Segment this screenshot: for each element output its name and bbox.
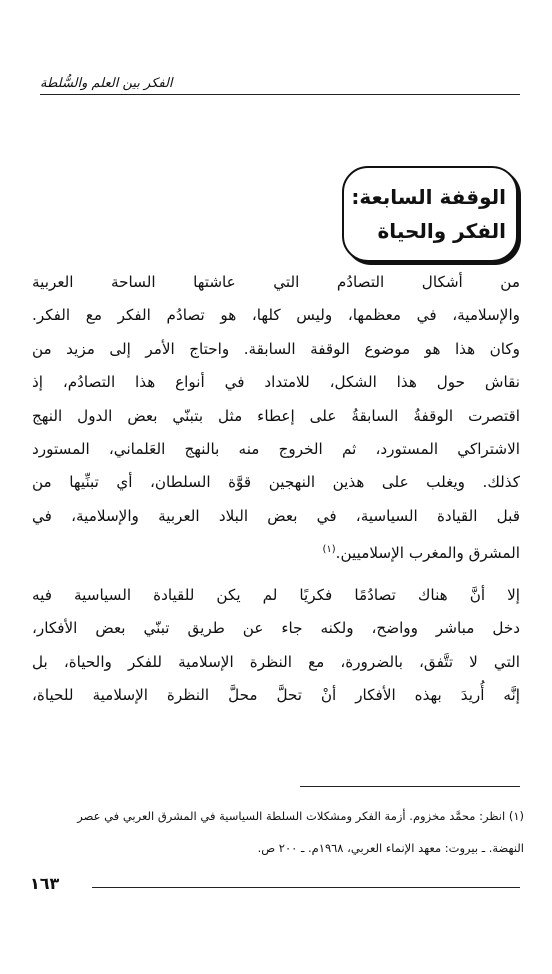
running-header-title: الفكر بين العلم والسُّلطة <box>40 76 173 91</box>
footnote-line: (١) انظر: محمَّد مخزوم. أزمة الفكر ومشكلات السلطة السياسية في المشرق العربي في عصر <box>77 809 524 823</box>
text-line: وكان هذا هو موضوع الوقفة السابقة. واحتاج الأمر إلى مزيد من <box>32 339 520 358</box>
text-line: من أشكال التصادُم التي عاشتها الساحة العربية <box>32 273 520 291</box>
text-line: نقاش حول هذا الشكل، للامتداد في أنواع هذا التصادُم، إذ <box>32 373 520 392</box>
text-line: قبل القيادة السياسية، في بعض البلاد العربية والإسلامية، في <box>32 506 520 525</box>
section-heading-line2: الفكر والحياة <box>377 219 506 243</box>
footnote-separator <box>300 786 520 787</box>
footnotes <box>30 800 524 864</box>
page-footer <box>30 874 520 898</box>
text-line <box>32 533 520 570</box>
body-text <box>32 266 520 712</box>
text-line: التي لا تتَّفق، بالضرورة، مع النظرة الإسلامية للفكر والحياة، بل <box>32 652 520 671</box>
text-line: اقتصرت الوقفةُ السابقةُ على إعطاء مثل بتبنّي بعض الدول النهج <box>32 406 520 425</box>
text-line: دخل مباشر وواضح، ولكنه جاء عن طريق تبنّي بعض الأفكار، <box>32 619 520 638</box>
text-line: إنَّه أُريدَ بهذه الأفكار أنْ تحلَّ محلَّ النظرة الإسلامية للحياة، <box>32 685 520 704</box>
section-heading-box <box>342 166 518 262</box>
text-line-content: المشرق والمغرب الإسلاميين. <box>335 544 520 563</box>
footer-rule <box>92 887 520 888</box>
paragraph-2 <box>32 579 520 713</box>
footnote-reference: (١) <box>322 544 336 556</box>
page-number: ١٦٣ <box>30 874 60 893</box>
running-header <box>40 66 520 95</box>
paragraph-1 <box>32 266 520 571</box>
text-line: الاشتراكي المستورد، ثم الخروج منه بالنهج العَلماني، المستورد <box>32 440 520 459</box>
section-heading-line1: الوقفة السابعة: <box>351 185 506 209</box>
text-line: إلا أنَّ هناك تصادُمًا فكريًا لم يكن للقيادة السياسية فيه <box>32 585 520 604</box>
text-line: كذلك. ويغلب على هذين النهجين قوَّة السلطان، أي تبنِّيها من <box>32 473 520 492</box>
text-line: والإسلامية، في معظمها، وليس كلها، هو تصادُم الفكر مع الفكر. <box>32 306 520 325</box>
footnote-line: النهضة. ـ بيروت: معهد الإنماء العربي، ١٩٦٨م. ـ ٢٠٠ ص. <box>257 841 524 855</box>
